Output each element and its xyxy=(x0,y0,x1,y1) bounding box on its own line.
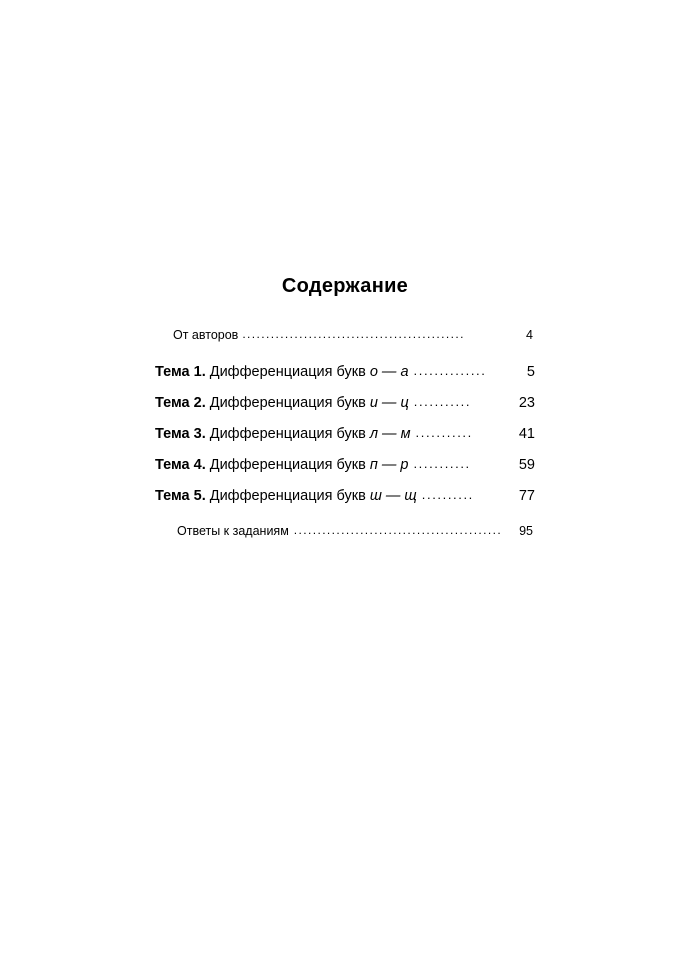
toc-entry-label xyxy=(155,457,408,473)
toc-entry-theme-2 xyxy=(155,395,535,411)
theme-title: Дифференциация букв xyxy=(209,395,366,411)
toc-entry-label xyxy=(155,395,409,411)
toc-page-number: 77 xyxy=(518,488,535,504)
toc-entry-label xyxy=(155,364,409,380)
theme-number: Тема 3. xyxy=(155,426,206,442)
toc-entry-label xyxy=(155,488,417,504)
toc-entry-theme-1 xyxy=(155,364,535,380)
theme-letters: ш — щ xyxy=(369,488,417,504)
toc-entry-preface xyxy=(173,328,533,342)
theme-title: Дифференциация букв xyxy=(209,488,366,504)
toc-entry-label: Ответы к заданиям xyxy=(177,524,289,538)
toc-page-number: 4 xyxy=(526,328,533,342)
theme-title: Дифференциация букв xyxy=(209,457,366,473)
toc-page-number: 41 xyxy=(518,426,535,442)
theme-number: Тема 1. xyxy=(155,364,206,380)
toc-page-number: 23 xyxy=(518,395,535,411)
toc-page-number: 95 xyxy=(519,524,533,538)
toc-leader-dots: ............................................ xyxy=(293,523,503,537)
theme-number: Тема 2. xyxy=(155,395,206,411)
toc-entry-label xyxy=(155,426,411,442)
toc-leader-dots: ........... xyxy=(413,456,471,471)
table-of-contents xyxy=(155,275,535,551)
toc-entry-theme-4 xyxy=(155,457,535,473)
theme-letters: о — а xyxy=(369,364,409,380)
theme-letters: п — р xyxy=(369,457,409,473)
toc-leader-dots: .............. xyxy=(413,363,487,378)
page-title: Содержание xyxy=(281,275,409,297)
theme-title: Дифференциация букв xyxy=(209,364,366,380)
theme-title: Дифференциация букв xyxy=(209,426,366,442)
toc-leader-dots: ........... xyxy=(413,394,472,409)
toc-page-number: 5 xyxy=(526,364,535,380)
toc-leader-dots: ............................................... xyxy=(242,327,465,341)
toc-entry-label: От авторов xyxy=(173,328,239,342)
toc-entry-theme-5 xyxy=(155,488,535,504)
toc-leader-dots: .......... xyxy=(421,487,474,502)
theme-number: Тема 5. xyxy=(155,488,206,504)
theme-number: Тема 4. xyxy=(155,457,206,473)
toc-entry-theme-3 xyxy=(155,426,535,442)
theme-letters: и — ц xyxy=(369,395,409,411)
toc-entry-answers xyxy=(177,524,533,538)
toc-leader-dots: ........... xyxy=(415,425,473,440)
theme-letters: л — м xyxy=(369,426,411,442)
toc-page-number: 59 xyxy=(518,457,535,473)
